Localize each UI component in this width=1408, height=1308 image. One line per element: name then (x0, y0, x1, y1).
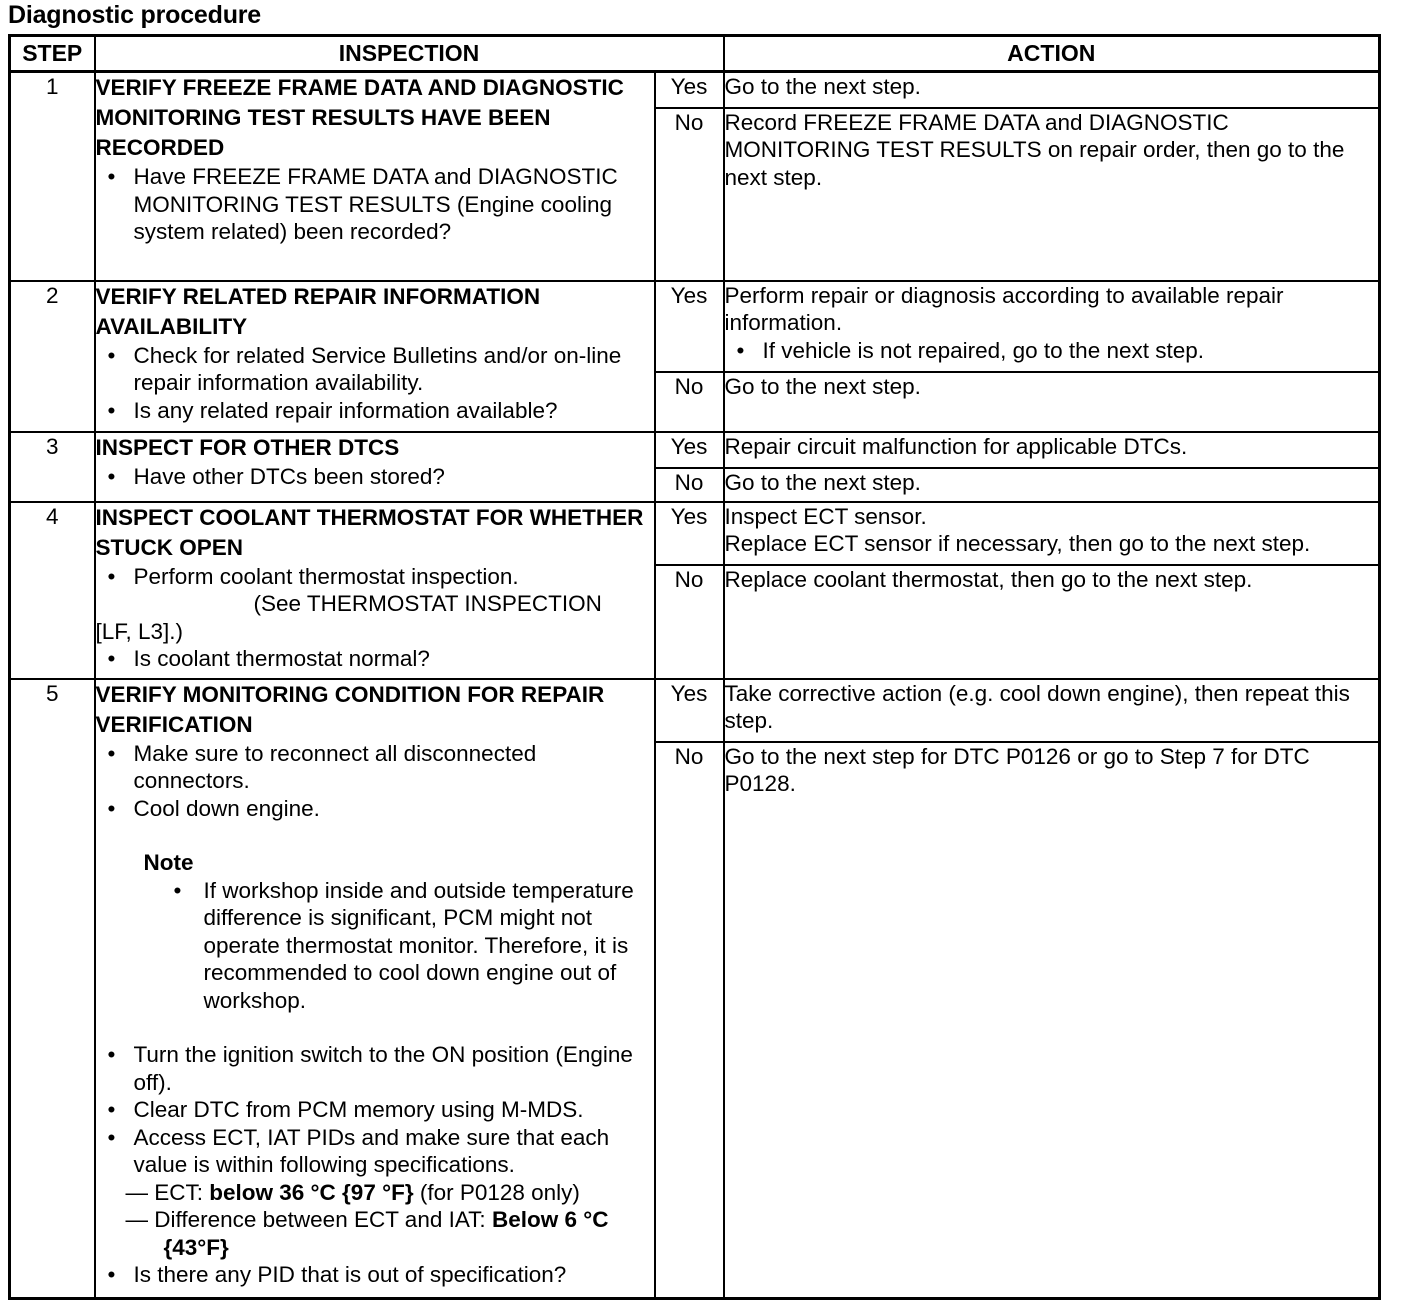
step-5-bullet-last: • Is there any PID that is out of specification? (96, 1261, 654, 1289)
step-3-yes-label: Yes (655, 432, 724, 468)
step-2-yes-cell (724, 281, 1380, 372)
step-1-heading: VERIFY FREEZE FRAME DATA AND DIAGNOSTIC MONITORING TEST RESULTS HAVE BEEN RECORDED (95, 75, 624, 160)
step-5-no-action: Go to the next step for DTC P0126 or go to Step 7 for DTC P0128. (724, 742, 1380, 1299)
step-3-no-label: No (655, 468, 724, 502)
step-1-bullet-1: • Have FREEZE FRAME DATA and DIAGNOSTIC MONITORING TEST RESULTS (Engine cooling system related) been recorded? (96, 163, 654, 246)
spec-ect-value: below 36 °C {97 °F} (209, 1179, 414, 1205)
step-4-row (10, 502, 1380, 565)
step-2-yes-bullet: • If vehicle is not repaired, go to the next step. (725, 337, 1379, 365)
step-4-see-reference: (See THERMOSTAT INSPECTION (253, 591, 602, 616)
header-row (10, 36, 1380, 72)
step-2-no-action: Go to the next step. (724, 372, 1380, 432)
step-4-yes-action-1: Inspect ECT sensor. (724, 503, 927, 529)
spec-ect-suffix: (for P0128 only) (413, 1179, 580, 1205)
step-1-no-action: Record FREEZE FRAME DATA and DIAGNOSTIC MONITORING TEST RESULTS on repair order, then go to the next step. (724, 108, 1380, 281)
step-1-number: 1 (10, 72, 95, 281)
step-3-no-action: Go to the next step. (724, 468, 1380, 502)
step-5-note-heading: Note (143, 850, 194, 875)
header-action: ACTION (724, 36, 1380, 72)
spec-diff-value: Below 6 °C {43°F} (163, 1207, 609, 1260)
step-5-spec-diff (96, 1206, 654, 1261)
step-5-bullet-4: • Clear DTC from PCM memory using M-MDS. (96, 1096, 654, 1124)
spec-diff-prefix: — Difference between ECT and IAT: (125, 1207, 492, 1232)
step-4-bullet-1-text: Perform coolant thermostat inspection. (133, 563, 519, 589)
diagnostic-procedure-table (8, 34, 1381, 1300)
step-5-spec-ect (96, 1179, 654, 1207)
step-3-yes-action: Repair circuit malfunction for applicable DTCs. (724, 432, 1380, 468)
step-5-bullet-3: • Turn the ignition switch to the ON position (Engine off). (96, 1041, 654, 1096)
step-5-number: 5 (10, 679, 95, 1299)
step-3-heading: INSPECT FOR OTHER DTCS (95, 434, 400, 460)
step-2-bullet-1: • Check for related Service Bulletins and/or on-line repair information availability. (96, 342, 654, 397)
step-4-no-action: Replace coolant thermostat, then go to the next step. (724, 565, 1380, 679)
step-5-no-label: No (655, 742, 724, 1299)
step-1-row (10, 72, 1380, 108)
step-4-yes-action-2: Replace ECT sensor if necessary, then go to the next step. (724, 531, 1311, 556)
step-2-heading: VERIFY RELATED REPAIR INFORMATION AVAILABILITY (95, 283, 541, 339)
step-1-yes-label: Yes (655, 72, 724, 108)
step-5-bullet-5: • Access ECT, IAT PIDs and make sure that each value is within following specifications. (96, 1124, 654, 1179)
step-2-no-label: No (655, 372, 724, 432)
step-2-yes-action: Perform repair or diagnosis according to available repair information. (724, 282, 1284, 335)
step-5-bullet-1: • Make sure to reconnect all disconnected connectors. (96, 740, 654, 795)
step-4-yes-cell (724, 502, 1380, 565)
step-4-no-label: No (655, 565, 724, 679)
step-4-bullet-last: • Is coolant thermostat normal? (96, 645, 654, 673)
step-3-row (10, 432, 1380, 468)
step-5-note (96, 849, 654, 1014)
spec-ect-prefix: — ECT: (125, 1179, 210, 1205)
step-4-bullet-1 (96, 563, 654, 618)
step-1-yes-action: Go to the next step. (724, 72, 1380, 108)
step-4-number: 4 (10, 502, 95, 679)
step-1-no-label: No (655, 108, 724, 281)
step-4-yes-label: Yes (655, 502, 724, 565)
step-5-heading: VERIFY MONITORING CONDITION FOR REPAIR VERIFICATION (95, 681, 605, 737)
step-2-yes-label: Yes (655, 281, 724, 372)
step-3-number: 3 (10, 432, 95, 502)
header-step: STEP (10, 36, 95, 72)
step-4-heading: INSPECT COOLANT THERMOSTAT FOR WHETHER STUCK OPEN (95, 504, 644, 560)
step-4-inspection (95, 502, 655, 679)
page-title: Diagnostic procedure (8, 1, 261, 29)
step-5-row (10, 679, 1380, 742)
step-5-note-bullet: • If workshop inside and outside temperature difference is significant, PCM might not operate thermostat monitor. Therefore, it is recommended to cool down engine out of workshop. (144, 877, 654, 1015)
step-3-bullet-1: • Have other DTCs been stored? (96, 463, 654, 491)
step-1-inspection (95, 72, 655, 281)
step-5-bullet-2: • Cool down engine. (96, 795, 654, 823)
step-2-number: 2 (10, 281, 95, 432)
step-4-see-reference-2: [LF, L3].) (95, 618, 184, 644)
step-2-bullet-2: • Is any related repair information available? (96, 397, 654, 425)
step-3-inspection (95, 432, 655, 502)
header-inspection: INSPECTION (95, 36, 724, 72)
step-2-row (10, 281, 1380, 372)
step-5-yes-label: Yes (655, 679, 724, 742)
step-2-inspection (95, 281, 655, 432)
step-5-inspection (95, 679, 655, 1299)
step-5-yes-action: Take corrective action (e.g. cool down engine), then repeat this step. (724, 679, 1380, 742)
